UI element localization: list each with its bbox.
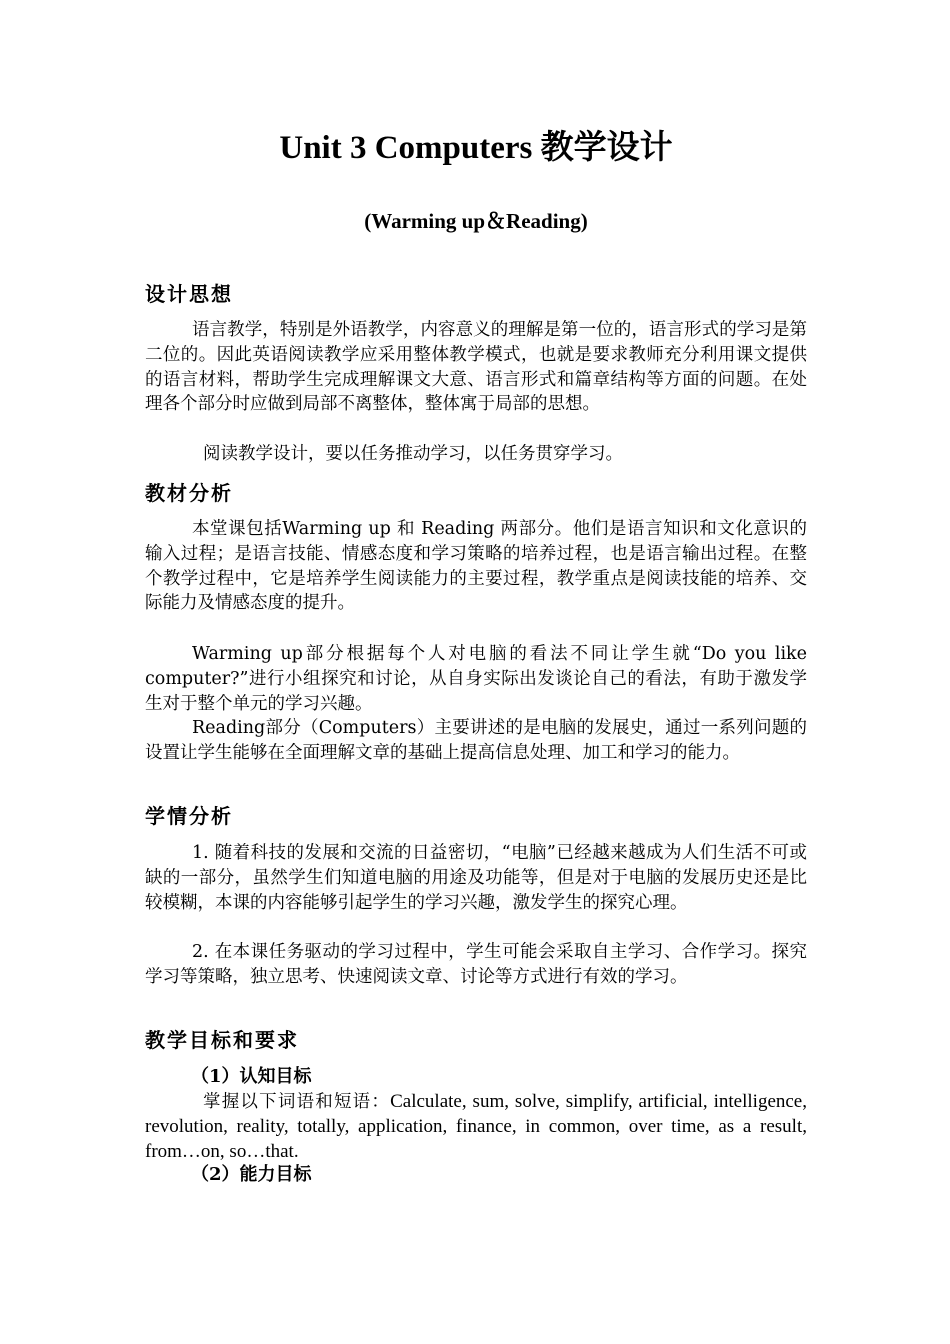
paragraph: 2. 在本课任务驱动的学习过程中，学生可能会采取自主学习、合作学习。探究学习等策略，独立思考、快速阅读文章、讨论等方式进行有效的学习。 [145, 942, 807, 987]
section-heading-objectives: 教学目标和要求 [145, 1028, 299, 1052]
document-subtitle: (Warming up＆Reading) [364, 209, 588, 233]
vocab-lead: 掌握以下词语和短语： [203, 1092, 391, 1112]
paragraph: 语言教学，特别是外语教学，内容意义的理解是第一位的，语言形式的学习是第二位的。因此英语阅读教学应采用整体教学模式，也就是要求教师充分利用课文提供的语言材料，帮助学生完成理解课文大意、语言形式和篇章结构等方面的问题。在处理各个部分时应做到局部不离整体，整体寓于局部的思想。 [145, 320, 807, 415]
paragraph: 阅读教学设计，要以任务推动学习，以任务贯穿学习。 [203, 444, 623, 464]
vocabulary-paragraph [145, 1090, 807, 1164]
section-heading-student-analysis: 学情分析 [145, 804, 233, 828]
sub-heading-cognitive: （1）认知目标 [191, 1066, 312, 1087]
paragraph: Warming up部分根据每个人对电脑的看法不同让学生就“Do you like computer?”进行小组探究和讨论，从自身实际出发谈论自己的看法，有助于激发学生对于整个单元的学习兴趣。 [145, 644, 807, 714]
document-page [145, 0, 807, 1344]
sub-heading-ability: （2）能力目标 [191, 1164, 312, 1185]
section-heading-design-idea: 设计思想 [145, 282, 233, 306]
paragraph: Reading部分（Computers）主要讲述的是电脑的发展史，通过一系列问题的设置让学生能够在全面理解文章的基础上提高信息处理、加工和学习的能力。 [145, 718, 807, 763]
vocab-list: Calculate, sum, solve, simplify, artificial, intelligence, revolution, reality, totally, application, finance, in common, over time, as a result, from…on, so…that. [145, 1091, 807, 1162]
document-title: Unit 3 Computers 教学设计 [279, 130, 673, 166]
paragraph: 1. 随着科技的发展和交流的日益密切，“电脑”已经越来越成为人们生活不可或缺的一部分，虽然学生们知道电脑的用途及功能等，但是对于电脑的发展历史还是比较模糊，本课的内容能够引起学生的学习兴趣，激发学生的探究心理。 [145, 843, 807, 913]
paragraph: 本堂课包括Warming up 和 Reading 两部分。他们是语言知识和文化意识的输入过程；是语言技能、情感态度和学习策略的培养过程，也是语言输出过程。在整个教学过程中，它是培养学生阅读能力的主要过程，教学重点是阅读技能的培养、交际能力及情感态度的提升。 [145, 519, 807, 614]
section-heading-material-analysis: 教材分析 [145, 481, 233, 505]
